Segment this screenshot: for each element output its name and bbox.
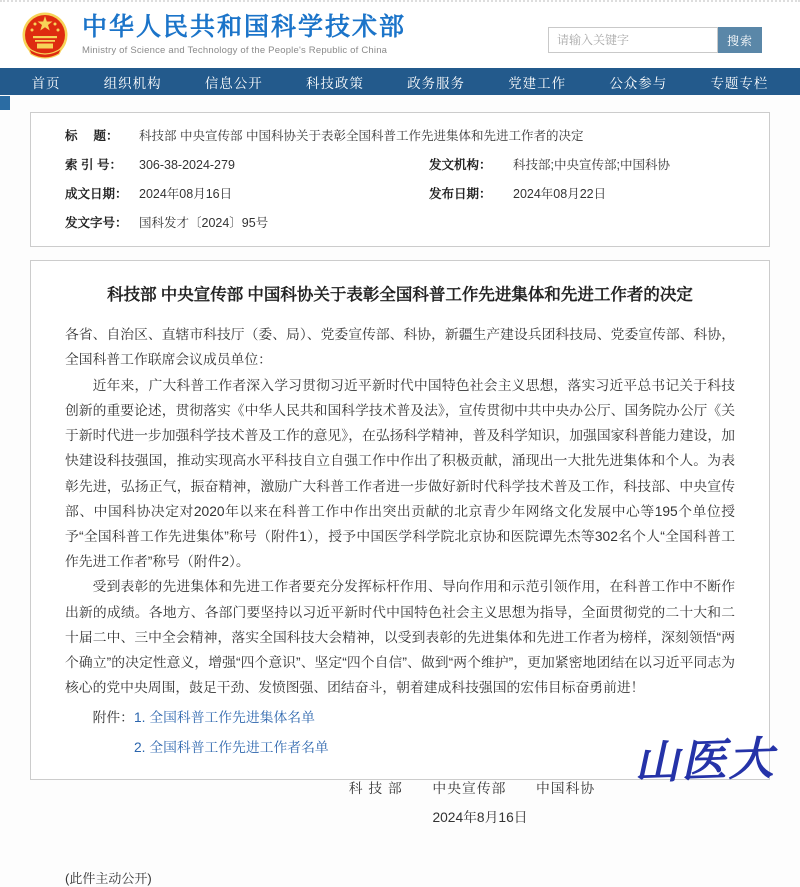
nav-item-info-disclosure[interactable]: 信息公开 xyxy=(204,75,263,91)
meta-publish-date-label: 发布日期： xyxy=(429,187,492,201)
nav-left-decoration xyxy=(0,96,10,110)
main-nav xyxy=(0,68,800,95)
meta-issuer-value: 科技部;中央宣传部;中国科协 xyxy=(513,158,670,172)
site-title: 中华人民共和国科学技术部 xyxy=(82,13,407,42)
meta-doc-number-value: 国科发才〔2024〕95号 xyxy=(139,216,269,230)
site-brand xyxy=(22,10,406,60)
body-paragraph-2: 近年来，广大科普工作者深入学习贯彻习近平新时代中国特色社会主义思想，落实习近平总书记关于科技创新的重要论述，贯彻落实《中华人民共和国科学技术普及法》，宣传贯彻中共中央办公厅、国务院办公厅《关于新时代进一步加强科学技术普及工作的意见》，在弘扬科学精神，普及科学知识，加强国家科普能力建设，加快建设科技强国，推动实现高水平科技自立自强工作中作出了积极贡献，涌现出一大批先进集体和个人。为表彰先进，弘扬正气，振奋精神，激励广大科普工作者进一步做好新时代科学技术普及工作，科技部、中央宣传部、中国科协决定对2020年以来在科普工作中作出突出贡献的北京青少年网络文化发展中心等195个单位授予“全国科普工作先进集体”称号（附件1），授予中国医学科学院北京协和医院谭先杰等302名个人“全国科普工作先进工作者”称号（附件2）。 xyxy=(65,377,735,570)
nav-item-gov-services[interactable]: 政务服务 xyxy=(407,75,466,91)
meta-publish-date-value: 2024年08月22日 xyxy=(513,187,607,201)
nav-item-special-topics[interactable]: 专题专栏 xyxy=(710,75,769,91)
meta-index-value: 306-38-2024-279 xyxy=(139,158,235,172)
document-title: 科技部 中央宣传部 中国科协关于表彰全国科普工作先进集体和先进工作者的决定 xyxy=(107,285,693,304)
nav-item-organization[interactable]: 组织机构 xyxy=(103,75,162,91)
search-input[interactable] xyxy=(548,27,718,53)
attachment-link-1[interactable]: 1. 全国科普工作先进集体名单 xyxy=(133,709,315,725)
disclosure-note: (此件主动公开) xyxy=(65,871,152,887)
signature-date: 2024年8月16日 xyxy=(432,810,528,826)
document-content xyxy=(30,260,777,887)
attachment-link-2[interactable]: 2. 全国科普工作先进工作者名单 xyxy=(133,739,329,755)
national-emblem-icon xyxy=(22,10,68,60)
meta-issuer-label: 发文机构： xyxy=(429,158,492,172)
signature-line: 科 技 部 中央宣传部 中国科协 xyxy=(348,781,596,797)
nav-item-sci-policy[interactable]: 科技政策 xyxy=(305,75,364,91)
site-subtitle: Ministry of Science and Technology of the People's Republic of China xyxy=(82,44,388,56)
document-meta-table xyxy=(30,112,770,247)
meta-doc-number-label: 发文字号： xyxy=(65,216,128,230)
nav-item-home[interactable]: 首页 xyxy=(31,75,61,91)
search-area xyxy=(548,27,762,53)
meta-written-date-label: 成文日期： xyxy=(65,187,128,201)
nav-item-party-building[interactable]: 党建工作 xyxy=(508,75,567,91)
site-header xyxy=(0,0,800,68)
meta-row-doc-number xyxy=(65,214,749,232)
nav-item-public-participation[interactable]: 公众参与 xyxy=(609,75,668,91)
brand-text xyxy=(82,14,406,56)
attachment-label: 附件： xyxy=(92,709,134,725)
document-body xyxy=(65,322,735,701)
salutation-paragraph: 各省、自治区、直辖市科技厅（委、局）、党委宣传部、科协，新疆生产建设兵团科技局、党委宣传部、科协，全国科普工作联席会议成员单位： xyxy=(65,327,735,368)
meta-row-index xyxy=(65,156,749,174)
meta-row-title xyxy=(65,127,749,145)
meta-title-value: 科技部 中央宣传部 中国科协关于表彰全国科普工作先进集体和先进工作者的决定 xyxy=(139,129,584,143)
body-paragraph-3: 受到表彰的先进集体和先进工作者要充分发挥标杆作用、导向作用和示范引领作用，在科普工作中不断作出新的成绩。各地方、各部门要坚持以习近平新时代中国特色社会主义思想为指导，全面贯彻党的二十大和二十届二中、三中全会精神，落实全国科技大会精神，以受到表彰的先进集体和先进工作者为榜样，深刻领悟“两个确立”的决定性意义，增强“四个意识”、坚定“四个自信”、做到“两个维护”，更加紧密地团结在以习近平同志为核心的党中央周围，鼓足干劲、发愤图强、团结奋斗，朝着建成科技强国的宏伟目标奋勇前进！ xyxy=(65,579,735,696)
meta-written-date-value: 2024年08月16日 xyxy=(139,187,233,201)
watermark-text: 山医大 xyxy=(633,731,777,790)
meta-title-label: 标 题： xyxy=(65,129,119,143)
search-button[interactable]: 搜索 xyxy=(718,27,762,53)
meta-index-label: 索 引 号： xyxy=(65,158,122,172)
meta-row-dates xyxy=(65,185,749,203)
